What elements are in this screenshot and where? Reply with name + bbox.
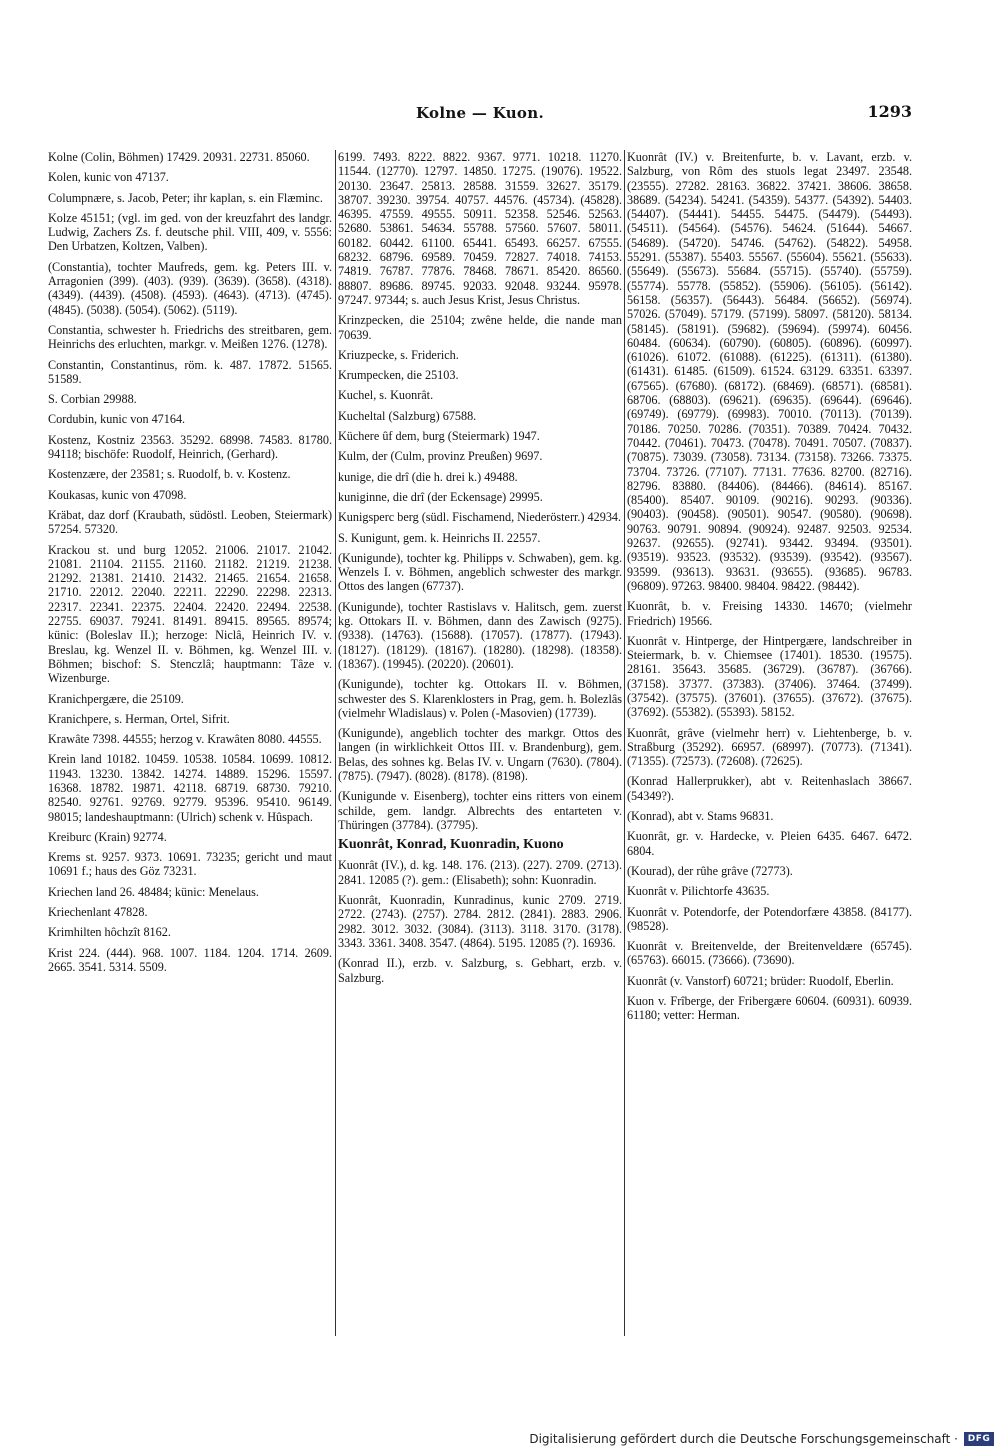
index-entry	[338, 789, 622, 832]
index-entry	[627, 599, 912, 628]
entry-references: der Hintpergære, landschreiber in Steiermark, b. v. Chiemsee (17401). 18530. (19575). 28161. 35643. 35685. (36729). (36787). (36766). (37158). 37377. (37383). (37406). 37464. (37499). (37542). (37575). (37601). (37655). (37672). (37675). (37692). (55382). (55393). 58152.	[627, 633, 912, 720]
index-entry	[627, 809, 912, 823]
entry-references: 47828.	[110, 905, 148, 920]
index-entry	[48, 433, 332, 462]
entry-references: Kostniz 23563. 35292. 68998. 74583. 81780. 94118; bischöfe: Ruodolf, Heinrich, (Gerhard).	[48, 432, 332, 462]
index-entry	[48, 946, 332, 975]
index-entry	[48, 830, 332, 844]
entry-references: tochter eins ritters von einem schilde, gem. landgr. Albrechts des entarteten v. Thüringen (37784). (37795).	[338, 789, 622, 832]
entry-references: der Potendorfære 43858. (84177). (98528).	[627, 904, 912, 933]
index-entry	[627, 150, 912, 593]
column-2	[338, 150, 622, 1338]
index-entry	[48, 905, 332, 919]
entry-headword: S. Kunigunt,	[338, 530, 400, 545]
entry-references: schwester h. Friedrichs des streitbaren, gem. Heinrichs des erluchten, markgr. v. Meißen 1276. (1278).	[48, 322, 332, 352]
entry-references: die drî (die h. drei k.) 49488.	[374, 469, 518, 484]
entry-headword: Constantin,	[48, 357, 104, 372]
index-entry	[338, 429, 622, 443]
entry-references: land 10182. 10459. 10538. 10584. 10699. 10812. 11943. 13230. 13842. 14274. 14889. 15296. 15597. 16368. 18782. 19871. 42118. 68719. 68730. 79210. 82540. 92761. 92769. 92779. 95396. 95410. 96149. 98015; landeshauptmann: (Ulrich) schenk v. Hûspach.	[48, 752, 332, 824]
index-entry	[48, 488, 332, 502]
index-entry	[48, 150, 332, 164]
entry-headword: Kuonrât	[338, 858, 378, 873]
entry-references: tochter kg. Ottokars II. v. Böhmen, schwester des S. Klarenklosters in Prag, gem. h. Bolezlâs (vielmehr Wladislaus) v. Polen (-Masovien) (17739).	[338, 677, 622, 720]
entry-references: kunic von 47164.	[97, 412, 186, 427]
entry-references: der 23581; s. Ruodolf, b. v. Kostenz.	[108, 467, 291, 482]
index-entry	[48, 467, 332, 481]
entry-references: s. Herman, Ortel, Sifrit.	[111, 711, 230, 726]
section-heading: Kuonrât, Konrad, Kuonradin, Kuono	[338, 837, 564, 853]
entry-headword: Koukasas,	[48, 487, 99, 502]
entry-references: 6199. 7493. 8222. 8822. 9367. 9771. 10218. 11270. 11544. (12770). 12797. 14850. 17275. (19076). 19522. 20130. 23647. 25813. 28588. 31559. 32627. 35179. 38707. 39230. 39754. 40757. 44576. (45734). (45828). 46395. 47559. 49555. 50911. 52358. 52546. 52563. 52680. 53861. 54634. 55788. 57560. 57607. 58011. 60182. 60442. 61100. 65441. 65493. 66257. 67555. 68232. 68796. 69589. 70459. 72827. 74018. 74153. 74819. 76787. 77876. 78468. 78671. 85420. 86560. 88807. 89686. 89745. 92033. 92048. 93244. 95978. 97247. 97344; s. auch Jesus Krist, Jesus Christus.	[338, 150, 622, 307]
index-entry	[48, 170, 332, 184]
entry-references: der Breitenveldære (65745). (65763). 66015. (73666). (73690).	[627, 939, 912, 968]
entry-headword: (Kunigunde),	[338, 726, 404, 741]
index-entry	[627, 884, 912, 898]
entry-headword: Kuonrât,	[627, 829, 670, 844]
index-entry	[338, 348, 622, 362]
entry-headword: (Kourad),	[627, 863, 675, 878]
index-entry	[338, 600, 622, 671]
index-entry	[338, 470, 622, 484]
entry-headword: Kuonrât,	[338, 893, 381, 908]
entry-references: 7398. 44555; herzog v. Krawâten 8080. 44555.	[89, 732, 322, 747]
entry-headword: Krawâte	[48, 732, 90, 747]
entry-headword: Kriechen	[48, 884, 93, 899]
entry-headword: Kranichpere,	[48, 711, 112, 726]
index-entry	[338, 893, 622, 950]
index-entry	[48, 752, 332, 823]
entry-headword: Kolze	[48, 210, 78, 225]
entry-references: 45151; (vgl. im ged. von der kreuzfahrt des landgr. Ludwig, Zachers Zs. f. deutsche phil. VIII, 409, v. 5556: Den Urbatzen, Koltzen, Valben).	[48, 210, 332, 254]
entry-headword: Krimhilten	[48, 925, 102, 940]
entry-references: Constantinus, röm. k. 487. 17872. 51565. 51589.	[48, 357, 332, 386]
entry-references: (Colin, Böhmen) 17429. 20931. 22731. 85060.	[77, 150, 310, 164]
entry-references: b. v. Freising 14330. 14670; (vielmehr Friedrich) 19566.	[627, 599, 912, 628]
index-entry	[627, 634, 912, 720]
entry-headword: Kranichpergære,	[48, 691, 130, 706]
index-entry	[48, 211, 332, 254]
column-3	[627, 150, 912, 1338]
entry-headword: Krein	[48, 752, 76, 767]
entry-references: st. 9257. 9373. 10691. 73235; gericht und maut 10691 f.; haus des Göz 73231.	[48, 850, 332, 879]
index-entry	[627, 939, 912, 968]
entry-headword: kunige,	[338, 469, 375, 484]
entry-references: abt v. Stams 96831.	[674, 809, 774, 824]
entry-references: (Salzburg) 67588.	[385, 408, 477, 423]
entry-headword: Kuonrât,	[627, 725, 670, 740]
entry-headword: (Konrad),	[627, 809, 675, 824]
entry-headword: Kolne	[48, 150, 78, 164]
index-entry	[48, 712, 332, 726]
index-entry	[338, 409, 622, 423]
index-entry	[338, 368, 622, 382]
index-entry	[48, 260, 332, 317]
index-entry	[627, 994, 912, 1023]
entry-references: (v. Vanstorf) 60721; brüder: Ruodolf, Eberlin.	[666, 973, 894, 988]
index-entry	[338, 150, 622, 307]
entry-references: (IV.) v. Breitenfurte, b. v. Lavant, erzb. v. Salzburg, von Rôm des stuols legat 23497. 23548. (23555). 27282. 28163. 36822. 37421. 38606. 38658. 38689. (54234). 54241. (54359). 54377. (54392). 54403. (54407). (54441). 54455. 54475. (54479). (54493). (54511). (54564). (54576). 54624. (51644). 54667. (54689). (54720). 54746. (54762). (54822). 54958. 55291. (55387). 55403. 55567. (55604). 55621. (55633). (55649). (55673). 55684. (55715). (55740). (55759). (55774). 55778. (55852). (55906). (56105). (56142). 56158. (56357). (56443). 56484. (56652). (56974). 57026. (57049). 57179. (57199). 58097. (58120). 58134. (58145). (58191). (59682). (59694). (59974). 60456. 60484. (60634). (60790). (60805). (60896). (60997). (61026). 61072. (61088). (61225). (61311). (61380). (61431). 61485. (61509). 61524. 63129. 63351. 63397. (67565). (67680). (68172). (68469). (68571). (68581). 68706. (68803). (69621). (69635). (69644). (69646). (69749). (69779). (69983). 70010. (70113). (70139). 70186. 70250. 70286. (70351). 70389. 70424. 70432. 70442. (70461). 70473. (70478). 70491. 70507. (70837). (70875). 73039. (73058). 73134. (73158). 73266. 73375. 73704. 73726. (77107). 77131. 77636. 82700. (82716). 82796. 83880. (84406). (84466). (84614). 85167. (85400). 85407. 90109. (90216). 90293. (90336). (90403). (90458). (90501). 90547. (90580). (90698). 90763. 90791. 90894. (90924). 92487. 92503. 92534. 92637. (92655). (92741). 93442. 93494. (93501). (93519). 93523. (93532). (93539). (93542). (93567). 93599. (93613). 93631. (93655). (93685). 96783. (96809). 97263. 98400. 98404. 98422. (98442).	[627, 150, 912, 593]
entry-headword: Kulm,	[338, 449, 369, 464]
entry-headword: (Kunigunde),	[338, 599, 404, 614]
index-entry	[338, 388, 622, 402]
entry-references: land 26. 48484; künic: Menelaus.	[92, 884, 259, 899]
page-number: 1293	[867, 102, 912, 121]
entry-headword: Kolen,	[48, 170, 81, 185]
footer	[529, 1430, 994, 1448]
entry-headword: (Constantia),	[48, 259, 112, 274]
index-entry	[48, 323, 332, 352]
index-entry	[338, 313, 622, 342]
entry-headword: Kuchel,	[338, 388, 377, 403]
entry-headword: Kuonrât,	[627, 599, 670, 614]
entry-headword: Küchere	[338, 429, 380, 444]
entry-references: gr. v. Hardecke, v. Pleien 6435. 6467. 6472. 6804.	[627, 829, 912, 858]
entry-references: der Fribergære 60604. (60931). 60939. 61180; vetter: Herman.	[627, 994, 912, 1023]
entry-headword: Kucheltal	[338, 408, 386, 423]
page-header	[48, 104, 912, 130]
entry-references: tochter Maufreds, gem. kg. Peters III. v. Arragonien (399). (403). (939). (3639). (3658). (4318). (4349). (4439). (4508). (4593). (4643). (4713). (4745). (4845). (5038). (5054). (5062). (5119).	[48, 259, 332, 317]
column-1	[48, 150, 332, 1338]
entry-references: kunic von 47137.	[80, 170, 169, 185]
entry-headword: Krinzpecken,	[338, 313, 404, 328]
entry-headword: Kuonrât v. Breitenvelde,	[627, 939, 757, 954]
entry-references: kunic von 47098.	[98, 487, 187, 502]
index-entry	[48, 412, 332, 426]
index-entry	[338, 490, 622, 504]
entry-references: die 25104; zwêne helde, die nande man 70639.	[338, 313, 622, 342]
entry-references: die 25103.	[404, 368, 459, 383]
entry-headword: (Kunigunde),	[338, 550, 404, 565]
index-entry	[338, 858, 622, 887]
entry-headword: (Kunigunde),	[338, 677, 404, 692]
entry-headword: Krems	[48, 850, 81, 865]
entry-references: ûf dem, burg (Steiermark) 1947.	[379, 429, 540, 444]
index-entry	[48, 358, 332, 387]
index-entry	[48, 392, 332, 406]
entry-headword: Kriuzpecke,	[338, 347, 398, 362]
entry-references: gem. k. Heinrichs II. 22557.	[399, 530, 541, 545]
index-entry	[338, 551, 622, 594]
index-entry	[48, 732, 332, 746]
index-entry	[627, 905, 912, 934]
entry-headword: Kuonrât	[627, 884, 667, 899]
entry-references: daz dorf (Kraubath, südöstl. Leoben, Steiermark) 57254. 57320.	[48, 507, 332, 537]
index-entry	[48, 191, 332, 205]
entry-references: s. Kuonrât.	[376, 388, 434, 403]
entry-references: 224. (444). 968. 1007. 1184. 1204. 1714. 2609. 2665. 3541. 5314. 5509.	[48, 945, 332, 974]
index-entry	[48, 692, 332, 706]
column-divider	[624, 150, 625, 1336]
index-entry	[48, 508, 332, 537]
entry-headword: (Konrad II.),	[338, 956, 405, 971]
entry-references: v. Pilichtorfe 43635.	[666, 884, 770, 899]
entry-headword: kuniginne,	[338, 489, 390, 504]
entry-headword: Krist	[48, 945, 73, 960]
column-divider	[335, 150, 336, 1336]
entry-references: 29988.	[100, 392, 137, 407]
index-entry	[48, 885, 332, 899]
entry-headword: (Konrad Hallerprukker),	[627, 774, 752, 789]
entry-references: s. Friderich.	[397, 347, 459, 362]
footer-credit: Digitalisierung gefördert durch die Deutsche Forschungsgemeinschaft ·	[529, 1432, 958, 1446]
index-entry	[627, 774, 912, 803]
entry-headword: Constantia,	[48, 322, 104, 337]
entry-headword: Kuonrât v. Potendorfe,	[627, 904, 740, 919]
index-entry	[627, 726, 912, 769]
index-entry	[48, 850, 332, 879]
entry-headword: Kostenz,	[48, 432, 91, 447]
index-entry	[627, 864, 912, 878]
index-entry	[627, 974, 912, 988]
index-entry	[627, 829, 912, 858]
entry-headword: Kreiburc	[48, 829, 92, 844]
dfg-logo: DFG	[964, 1432, 994, 1446]
entry-references: st. und burg 12052. 21006. 21017. 21042. 21081. 21104. 21155. 21160. 21182. 21219. 21238. 21292. 21381. 21410. 21432. 21465. 21654. 21658. 21710. 22012. 22040. 22211. 22290. 22298. 22313. 22317. 22341. 22375. 22404. 22420. 22494. 22538. 22755. 69037. 79241. 81491. 89415. 89565. 89574; künic: (Boleslav II.); herzoge: Niclâ, Heinrich IV. v. Breslau, kg. Wenzel II. v. Böhmen, kg. Wenzel III. v. Böhmen; bischof: S. Stenczlâ; hauptmann: Tâze v. Wizenburge.	[48, 542, 332, 686]
index-entry	[338, 726, 622, 783]
entry-headword: Kostenzære,	[48, 467, 109, 482]
running-title: Kolne — Kuon.	[416, 104, 544, 122]
entry-headword: Kuonrât v. Hintperge,	[627, 633, 738, 648]
entry-headword: Columpnære,	[48, 190, 115, 205]
entry-references: s. Jacob, Peter; ihr kaplan, s. ein Flæminc.	[114, 190, 323, 205]
entry-references: (IV.), d. kg. 148. 176. (213). (227). 2709. (2713). 2841. 12085 (?). gem.: (Elisabeth); sohn: Kuonradin.	[338, 858, 622, 887]
entry-headword: Krumpecken,	[338, 368, 404, 383]
entry-references: berg (südl. Fischamend, Niederösterr.) 42934.	[394, 510, 622, 525]
entry-references: erzb. v. Salzburg, s. Gebhart, erzb. v. Salzburg.	[338, 956, 622, 985]
entry-references: die 25109.	[129, 691, 184, 706]
entry-headword: S. Corbian	[48, 392, 101, 407]
entry-headword: Cordubin,	[48, 412, 98, 427]
entry-references: (Krain) 92774.	[91, 829, 167, 844]
index-entry	[338, 531, 622, 545]
entry-references: grâve (vielmehr herr) v. Liehtenberge, b. v. Straßburg (35292). 66957. (68997). (70773). (71341). (71355). (72573). (72608). (72625).	[627, 725, 912, 769]
entry-references: hôchzît 8162.	[101, 925, 171, 940]
entry-headword: Kunigsperc	[338, 510, 395, 525]
entry-references: abt v. Reitenhaslach 38667. (54349?).	[627, 774, 912, 803]
entry-headword: (Kunigunde v. Eisenberg),	[338, 789, 470, 804]
index-entry	[48, 543, 332, 686]
entry-references: tochter kg. Philipps v. Schwaben), gem. kg. Wenzels I. v. Böhmen, angeblich schwester des markgr. Ottos des langen (67737).	[338, 550, 622, 594]
entry-headword: Kuonrât	[627, 973, 667, 988]
entry-references: angeblich tochter des markgr. Ottos des langen (in wirklichkeit Ottos III. v. Brandenburg), gem. Belas, des sohnes kg. Belas IV. v. Ungarn (7630). (7804). (7875). (7947). (8028). (8178). (8198).	[338, 726, 622, 783]
index-entry	[338, 677, 622, 720]
entry-references: Kuonradin, Kunradinus, kunic 2709. 2719. 2722. (2743). (2757). 2784. 2812. (2841). 2883. 2906. 2982. 3012. 3032. (3084). (3113). 3118. 3170. (3178). 3343. 3361. 3408. 3547. (4864). 5195. 12085 (?). 16936.	[338, 893, 622, 950]
entry-references: der (Culm, provinz Preußen) 9697.	[368, 449, 543, 464]
entry-headword: Krackou	[48, 542, 90, 557]
entry-headword: Kriechenlant	[48, 905, 111, 920]
index-entry	[338, 510, 622, 524]
entry-headword: Kräbat,	[48, 507, 85, 522]
index-entry	[48, 925, 332, 939]
entry-headword: Kuonrât	[627, 150, 667, 164]
index-entry	[338, 449, 622, 463]
entry-references: tochter Rastislavs v. Halitsch, gem. zuerst kg. Ottokars II. v. Böhmen, dann des Zawisch (9275). (9338). (14763). (15688). (17057). (17877). (17943). (18127). (18129). (18167). (18280). (18298). (18358). (18367). (19945). (20220). (20601).	[338, 599, 622, 671]
index-entry	[338, 956, 622, 985]
entry-references: der rûhe grâve (72773).	[674, 863, 793, 878]
entry-headword: Kuon v. Frîberge,	[627, 994, 715, 1009]
entry-references: die drî (der Eckensage) 29995.	[389, 489, 543, 504]
